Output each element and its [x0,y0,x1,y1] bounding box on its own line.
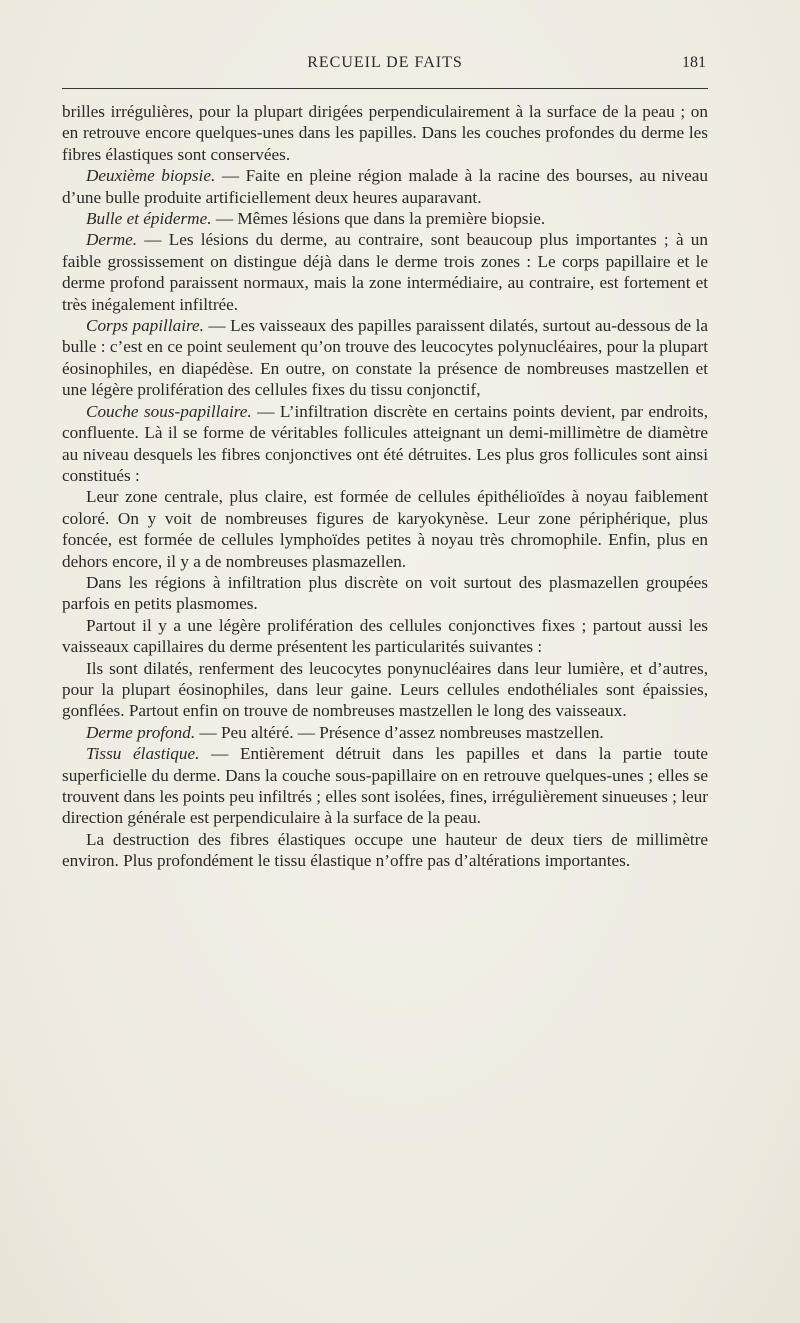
paragraph-text: Dans les régions à infiltration plus discrète on voit surtout des plasmazellen groupées parfois en petits plasmomes. [62,572,708,614]
paragraph-lead: Bulle et épiderme. [86,209,212,229]
running-title: RECUEIL DE FAITS [307,54,463,71]
paragraph-text: — L’infiltration discrète en certains points devient, par endroits, confluente. Là il se forme de véritables follicules atteignant un demi-millimètre de diamètre au niveau desquels les fibres conjonctives ont été détruites. Les plus gros follicules sont ainsi constitués : [62,401,709,485]
paragraph-text: Ils sont dilatés, renferment des leucocytes ponynucléaires dans leur lumière, et d’autres, pour la plupart éosinophiles, dans leur gaine. Leurs cellules endothéliales sont épaissies, gonflées. Partout enfin on trouve de nombreuses mastzellen le long des vaisseaux. [62,658,708,721]
paragraph-text: — Faite en pleine région malade à la racine des bourses, au niveau d’une bulle produite artificiellement deux heures auparavant. [62,166,708,207]
page-header [62,52,708,76]
paragraph-text: La destruction des fibres élastiques occupe une hauteur de deux tiers de millimètre environ. Plus profondément le tissu élastique n’offre pas d’altérations importantes. [62,829,708,871]
paragraph-lead: Couche sous-papillaire. [86,401,252,421]
paragraph-text: — Entièrement détruit dans les papilles et dans la partie toute superficielle du derme. Dans la couche sous-papillaire on en retrouve quelques-unes ; elles se trouvent dans les points peu infiltrés ; elles sont isolées, fines, irrégulièrement sinueuses ; leur direction générale est perpendiculaire à la surface de la peau. [62,744,708,828]
paragraph [62,658,708,722]
paragraph [62,743,708,829]
paragraph [62,572,708,615]
paragraph-text: Partout il y a une légère prolifération des cellules conjonctives fixes ; partout aussi les vaisseaux capillaires du derme présentent les particularités suivantes : [62,615,708,657]
paragraph-text: — Mêmes lésions que dans la première biopsie. [211,209,546,229]
paragraph [62,401,708,487]
paragraph-text: brilles irrégulières, pour la plupart dirigées perpendiculairement à la surface de la peau ; on en retrouve encore quelques-unes dans les papilles. Dans les couches profondes du derme les fibres élastiques sont conservées. [62,102,708,164]
paragraph [62,486,708,572]
paragraph-text: — Les lésions du derme, au contraire, sont beaucoup plus importantes ; à un faible grossissement on distingue déjà dans le derme trois zones : Le corps papillaire et le derme profond paraissent normaux, mais la zone intermédiaire, au contraire, est fortement et très inégalement infiltrée. [62,230,708,314]
page-number: 181 [682,54,706,71]
body-text [62,101,708,872]
paragraph [62,208,708,229]
paragraph [62,165,708,208]
paragraph [62,829,708,872]
paragraph [62,722,708,743]
paragraph [62,101,708,165]
paragraph [62,315,708,401]
paragraph-lead: Derme profond. [86,722,196,742]
paragraph-lead: Derme. [86,230,138,250]
paragraph-lead: Corps papillaire. [86,316,204,336]
paragraph-lead: Deuxième biopsie. [86,166,216,186]
paragraph-text: Leur zone centrale, plus claire, est formée de cellules épithélioïdes à noyau faiblement coloré. On y voit de nombreuses figures de karyokynèse. Leur zone périphérique, plus foncée, est formée de cellules lymphoïdes petites à noyau très chromophile. Enfin, plus en dehors encore, il y a de nombreuses plasmazellen. [62,487,708,571]
paragraph [62,615,708,658]
paragraph-text: — Les vaisseaux des papilles paraissent dilatés, surtout au-dessous de la bulle : c’est en ce point seulement qu’on trouve des leucocytes polynucléaires, pour la plupart éosinophiles, en diapédèse. En outre, on constate la présence de nombreuses mastzellen et une légère prolifération des cellules fixes du tissu conjonctif, [62,316,708,400]
paragraph [62,229,708,315]
paragraph-lead: Tissu élastique. [86,744,200,764]
header-rule [62,88,708,89]
paragraph-text: — Peu altéré. — Présence d’assez nombreuses mastzellen. [195,722,604,742]
